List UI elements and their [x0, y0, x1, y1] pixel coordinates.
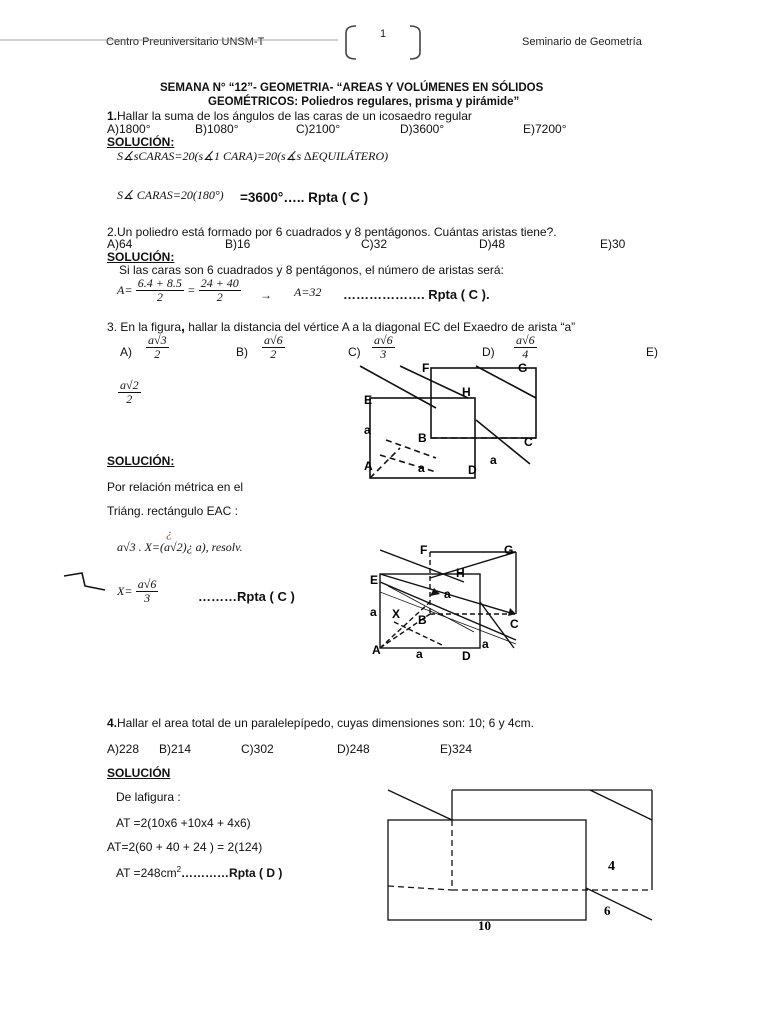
q4-option-a: A)228: [107, 742, 140, 756]
q2-option-b: B)16: [225, 237, 251, 251]
q3-option-d-label: D): [482, 345, 495, 359]
q2-frac2-num: 24 + 40: [200, 276, 239, 290]
q3-opt-c-den: 3: [380, 347, 387, 361]
q4-option-b: B)214: [159, 742, 192, 756]
q2-option-e: E)30: [600, 237, 626, 251]
fig2-label-a4: a: [482, 637, 489, 651]
title-line-2: GEOMÉTRICOS: Poliedros regulares, prisma y pirámide”: [208, 96, 520, 108]
q1-option-d: D)3600°: [400, 122, 445, 136]
q3-answer: ………Rpta ( C ): [198, 589, 295, 604]
q1-option-b: B)1080°: [195, 122, 239, 136]
q3-opt-b-den: 2: [270, 347, 277, 361]
header-right: Seminario de Geometría: [522, 36, 642, 48]
fig1-label-h: H: [462, 385, 471, 399]
q3-cube-figure: [340, 360, 560, 480]
q3-option-b-frac: [262, 334, 285, 361]
q3-solution-label: SOLUCIÓN:: [107, 454, 175, 468]
q2-fraction-1: [136, 277, 184, 304]
q2-option-a: A)64: [107, 237, 133, 251]
q3-option-a-frac: [146, 334, 169, 361]
fig2-label-g: G: [504, 543, 514, 557]
q4-option-c: C)302: [241, 742, 274, 756]
q3-option-a-label: A): [120, 345, 132, 359]
q4-box-figure: [380, 780, 670, 940]
q1-option-a: A)1800°: [107, 122, 151, 136]
fig2-label-e: E: [370, 573, 379, 587]
q2-arrow: →: [260, 288, 272, 302]
fig2-label-x: X: [392, 607, 401, 621]
q3-eq2-num: a√6: [137, 577, 157, 591]
q3-solution-line-2: Triáng. rectángulo EAC :: [107, 504, 238, 518]
q4-fig-label-depth: 6: [604, 903, 611, 918]
q2-result: A=32: [294, 285, 322, 299]
q1-option-c: C)2100°: [296, 122, 341, 136]
q1-equation-1: S∡sCARAS=20(s∡1 CARA)=20(s∡s ∆EQUILÁTERO): [117, 149, 389, 163]
q1-answer: =3600°….. Rpta ( C ): [240, 190, 369, 205]
q3-text-b: hallar la distancia del vértice A a la diagonal EC del Exaedro de arista “a”: [184, 320, 576, 334]
q3-opt-d-den: 4: [522, 347, 529, 361]
fig1-label-f: F: [422, 361, 430, 375]
q3-solution-figure: [364, 542, 534, 664]
q3-opt-e-num: a√2: [120, 378, 139, 392]
q2-eq-mid: =: [187, 283, 196, 297]
fig1-label-b: B: [418, 431, 427, 445]
q3-opt-e-den: 2: [126, 392, 133, 406]
q4-solution-line-4: [116, 865, 282, 880]
q1-option-e: E)7200°: [523, 122, 567, 136]
q4-option-e: E)324: [440, 742, 473, 756]
fig1-label-e: E: [364, 393, 373, 407]
q3-option-c-label: C): [348, 345, 361, 359]
q2-statement: 2.Un poliedro está formado por 6 cuadrados y 8 pentágonos. Cuántas aristas tiene?.: [107, 225, 557, 239]
q2-frac1-den: 2: [156, 290, 163, 304]
q2-equation: [117, 277, 241, 304]
header-left: Centro Preuniversitario UNSM-T: [106, 36, 265, 48]
fig1-label-c: C: [524, 435, 533, 449]
q3-option-e-frac: [118, 379, 141, 406]
q4-statement: [107, 716, 534, 730]
q4-solution-line-3: AT=2(60 + 40 + 24 ) = 2(124): [107, 840, 263, 854]
fig1-label-a3: a: [490, 453, 497, 467]
q1-solution-label: SOLUCIÓN:: [107, 135, 175, 149]
q1-equation-2: S∡ CARAS=20(180°): [117, 188, 224, 202]
page-number: 1: [380, 28, 387, 40]
q4-line4-a: AT =248cm: [116, 866, 177, 880]
q4-number: 4.: [107, 716, 118, 730]
q3-opt-d-num: a√6: [516, 333, 535, 347]
fig2-label-a: A: [372, 643, 381, 657]
fig1-label-g: G: [518, 361, 528, 375]
fig2-label-a2: a: [370, 605, 377, 619]
fig2-label-b: B: [418, 613, 427, 627]
fig2-label-d: D: [462, 649, 471, 663]
q3-comma: ,: [181, 318, 185, 334]
q1-statement: [107, 109, 472, 123]
q2-option-d: D)48: [479, 237, 506, 251]
q1-number: 1.: [107, 109, 118, 123]
q3-side-mark: [60, 570, 110, 600]
fig2-label-c: C: [510, 617, 519, 631]
q3-opt-a-num: a√3: [148, 333, 167, 347]
fig1-label-a1: a: [364, 423, 371, 437]
title-line-1: SEMANA N° “12”- GEOMETRIA- “AREAS Y VOLÚMENES EN SÓLIDOS: [160, 82, 544, 94]
q2-option-c: C)32: [361, 237, 388, 251]
q3-option-b-label: B): [236, 345, 248, 359]
q3-option-e-label: E): [646, 345, 658, 359]
fig1-label-a: A: [364, 459, 373, 473]
q3-opt-b-num: a√6: [264, 333, 283, 347]
q4-text: Hallar el area total de un paralelepípedo, cuyas dimensiones son: 10; 6 y 4cm.: [117, 716, 534, 730]
q4-line4-sup: 2: [176, 865, 182, 874]
fig1-label-a2: a: [418, 461, 425, 475]
q3-eq2-den: 3: [144, 591, 151, 605]
q2-answer: ………………. Rpta ( C ).: [343, 287, 490, 302]
fig2-label-h: H: [456, 566, 465, 580]
q2-fraction-2: [199, 277, 241, 304]
q4-fig-label-height: 4: [608, 859, 615, 874]
q3-text-a: 3. En la figura: [107, 320, 182, 334]
q4-solution-line-2: AT =2(10x6 +10x4 + 4x6): [116, 816, 251, 830]
q4-fig-label-width: 10: [478, 918, 491, 933]
q3-equation-2: [117, 578, 158, 605]
q3-equation-1-mark: ¿: [166, 526, 172, 540]
q3-option-d-frac: [514, 334, 537, 361]
q3-solution-line-1: Por relación métrica en el: [107, 480, 244, 494]
q3-eq2-frac: [136, 578, 159, 605]
fig2-label-a1: a: [444, 587, 451, 601]
q2-eq-lhs: A=: [117, 283, 133, 297]
q2-frac1-num: 6.4 + 8.5: [137, 276, 182, 290]
q4-solution-line-1: De lafigura :: [116, 790, 181, 804]
q3-statement: [107, 318, 575, 334]
q4-solution-label: SOLUCIÓN: [107, 766, 171, 780]
q3-eq2-lhs: X=: [117, 584, 133, 598]
q4-line4-b: …………Rpta ( D ): [181, 866, 283, 880]
fig2-label-a3: a: [416, 647, 423, 661]
q3-opt-c-num: a√6: [374, 333, 393, 347]
q4-option-d: D)248: [337, 742, 370, 756]
q2-explanation: Si las caras son 6 cuadrados y 8 pentágonos, el número de aristas será:: [119, 263, 504, 277]
fig1-label-d: D: [468, 463, 477, 477]
q1-text: Hallar la suma de los ángulos de las caras de un icosaedro regular: [117, 109, 472, 123]
q3-equation-1: a√3 . X=(a√2)¿ a), resolv.: [117, 540, 243, 554]
q2-solution-label: SOLUCIÓN:: [107, 250, 175, 264]
fig2-label-f: F: [420, 543, 428, 557]
q2-frac2-den: 2: [216, 290, 223, 304]
q3-opt-a-den: 2: [154, 347, 161, 361]
q3-option-c-frac: [372, 334, 395, 361]
